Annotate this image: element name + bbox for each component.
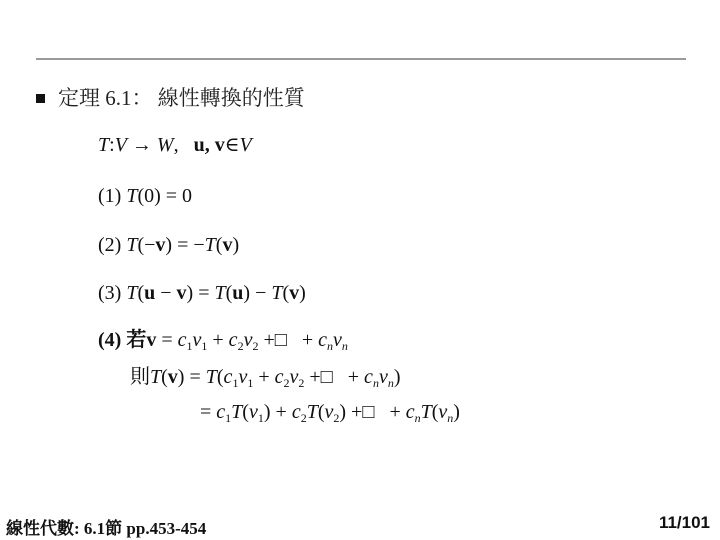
- property-1: (1) T(0) = 0: [98, 185, 193, 207]
- footer-source: 線性代數: 6.1節 pp.453-454: [6, 519, 207, 538]
- property-2: (2) T(−v) = −T(v): [98, 234, 240, 256]
- header-rule: [36, 58, 686, 60]
- property-4-if: (4) 若$v = c_1v_1 + c_2v_2$ +□ + $c_nv_n$: [98, 329, 348, 353]
- property-4-then: 則$T(v) = T(c_1v_1 + c_2v_2$ +□ + $c_nv_n$): [130, 366, 401, 390]
- property-4-result: = $c_1T(v_1) + c_2T(v_2)$ +□ + $c_nT(v_n)$: [200, 401, 460, 425]
- slide-heading: 定理 6.1： 線性轉換的性質: [58, 86, 305, 110]
- property-3: (3) T(u − v) = T(u) − T(v): [98, 282, 306, 304]
- page-number: 11/101: [658, 513, 710, 532]
- given-line: T:V → W, u, v∈V: [98, 134, 252, 156]
- bullet-icon: [36, 94, 45, 103]
